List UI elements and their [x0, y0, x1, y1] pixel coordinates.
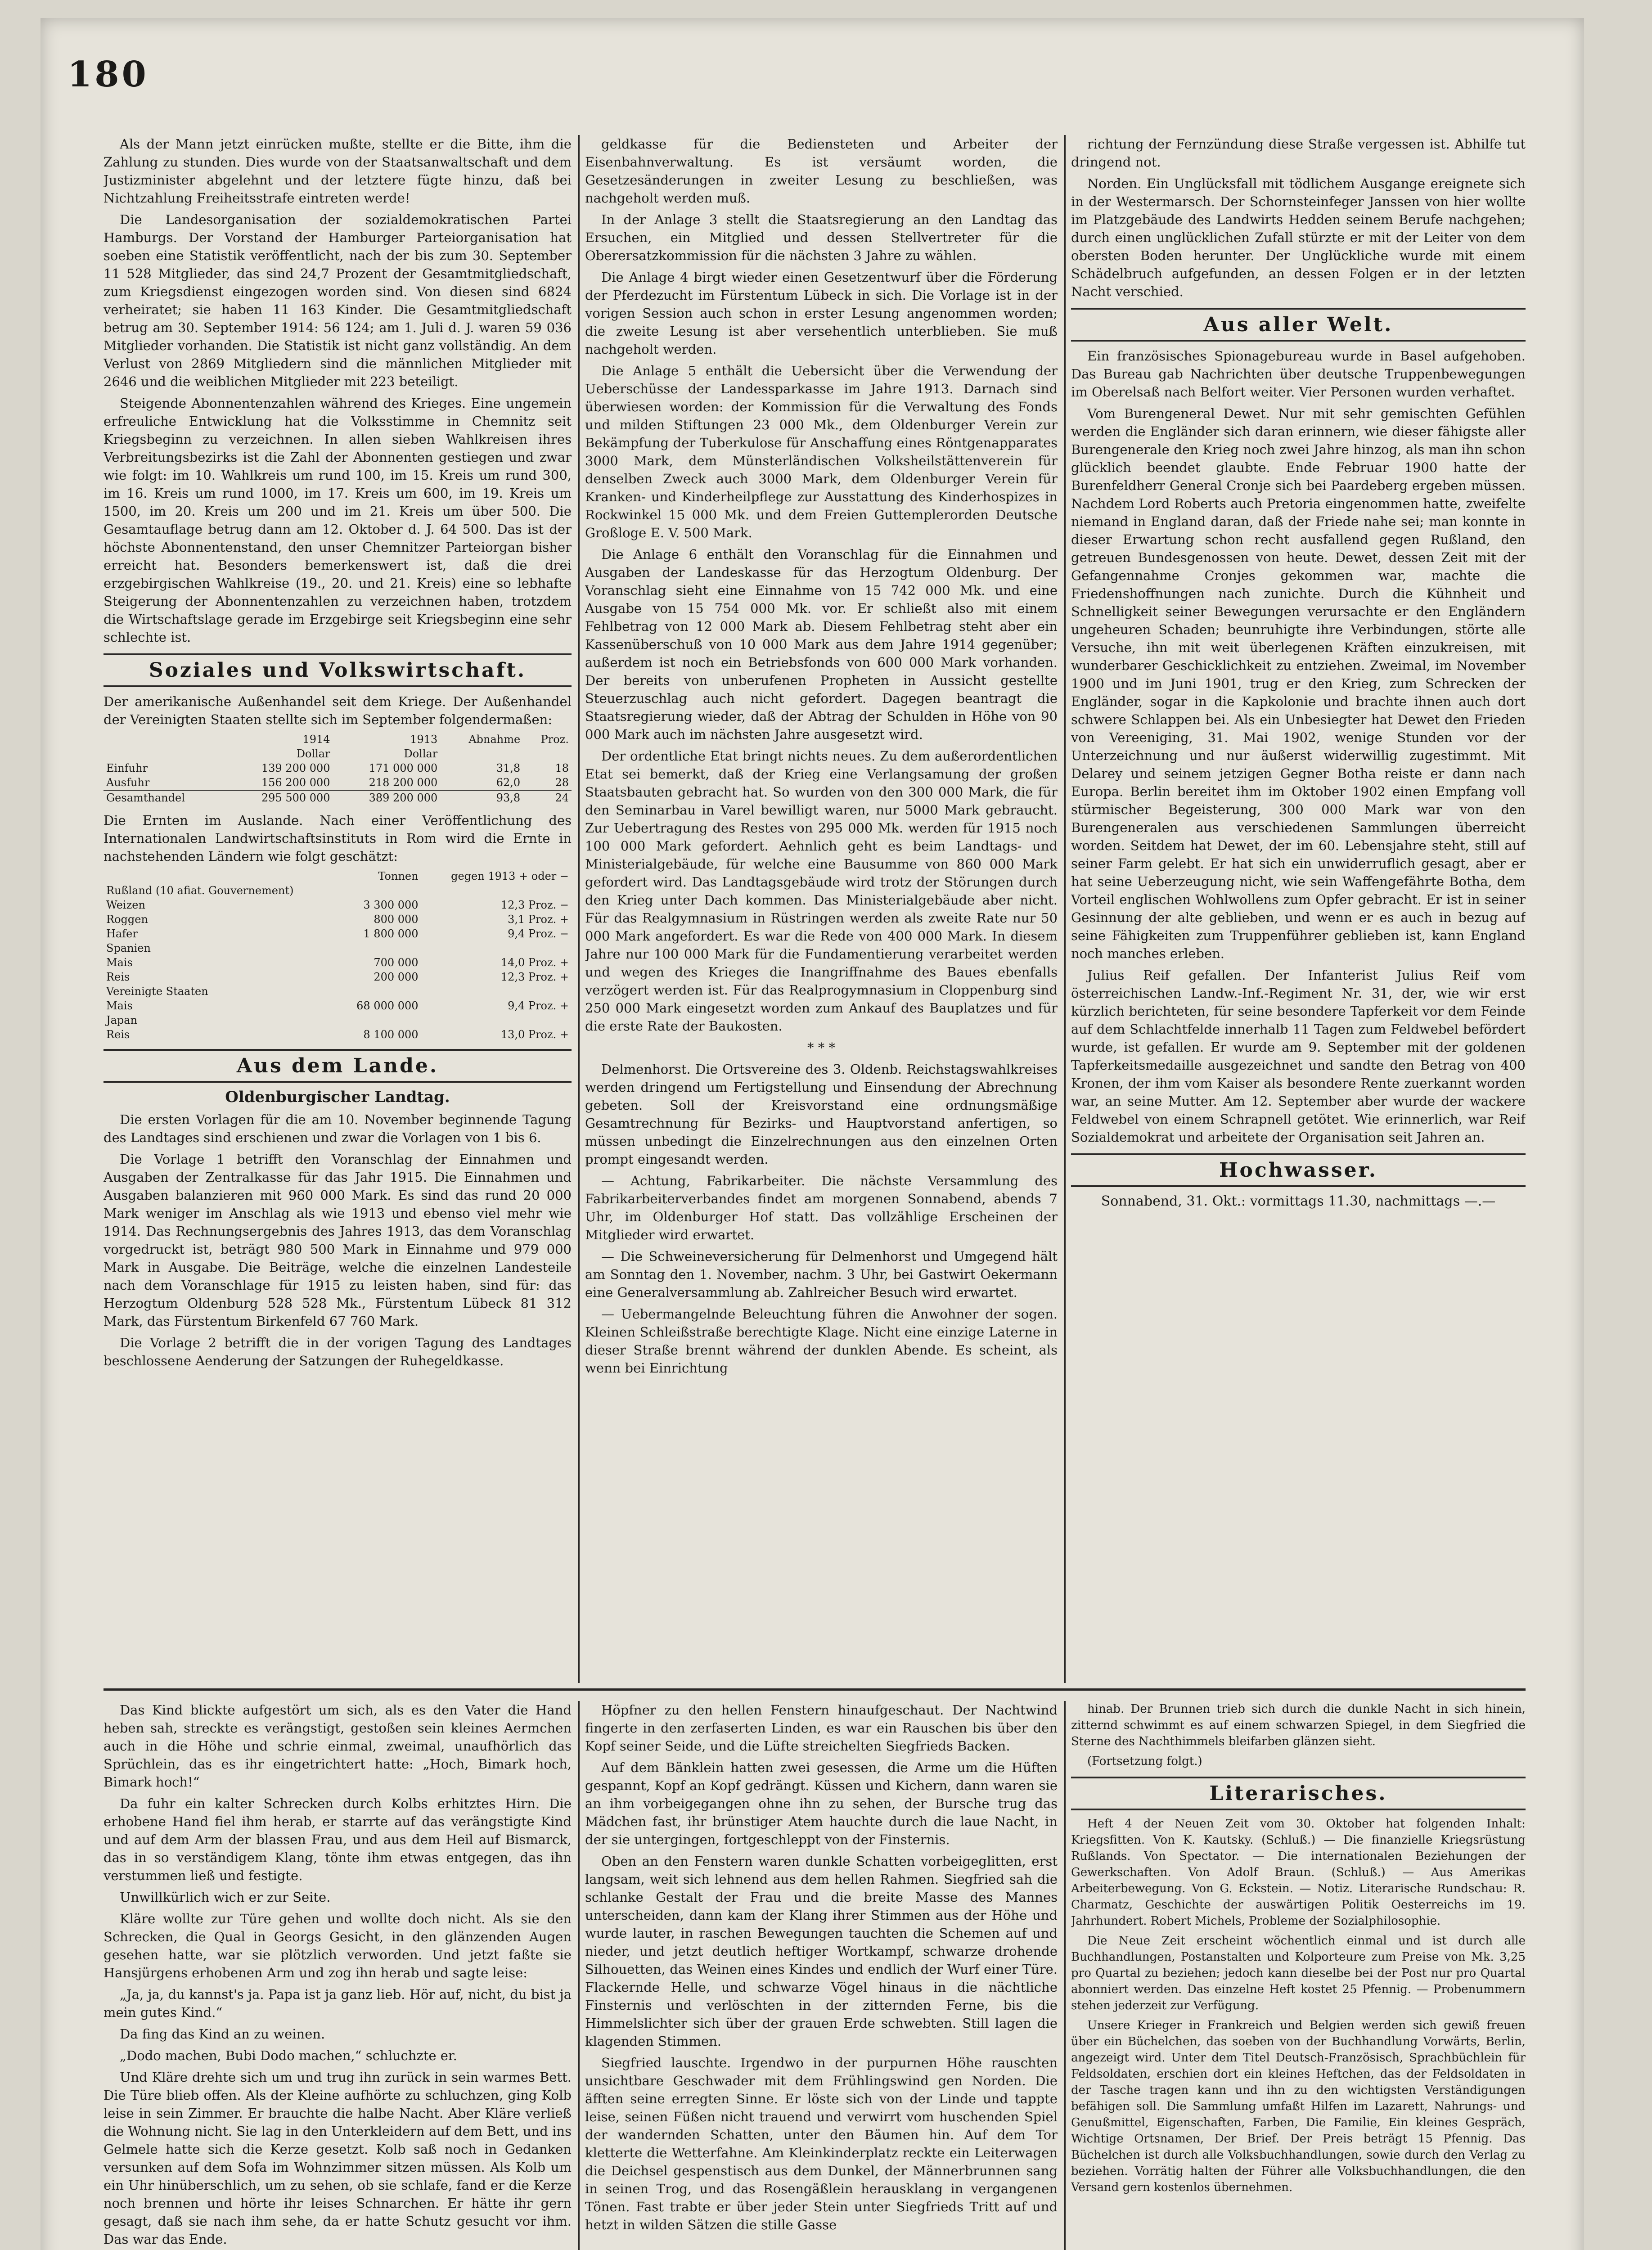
local-news — [585, 1060, 1058, 1377]
table-cell: Hafer — [106, 927, 138, 940]
table-cell: 31,8 — [496, 762, 521, 774]
column-3 — [1071, 135, 1526, 1683]
column-1 — [104, 135, 572, 1683]
table-row — [104, 1013, 572, 1027]
section-title-land: Aus dem Lande. — [104, 1049, 572, 1083]
feuilleton-rule — [104, 1688, 1526, 1691]
landtag-paragraph: Die ersten Vorlagen für die am 10. November beginnende Tagung des Landtages sind erschienen und zwar die Vorlagen von 1 bis 6. — [104, 1112, 572, 1145]
subtitle-landtag: Oldenburgischer Landtag. — [225, 1088, 450, 1106]
table-cell: Tonnen — [378, 870, 419, 882]
table-cell: Gesamthandel — [104, 790, 225, 805]
section-title-literature: Literarisches. — [1071, 1777, 1526, 1810]
literature-paragraph: Die Neue Zeit erscheint wöchentlich einmal und ist durch alle Buchhandlungen, Postanstalten und Kolporteure zum Preise von Mk. 3,25 pro Quartal zu beziehen; jedoch kann dieselbe bei der Post nur pro Quartal abonniert werden. Das einzelne Heft kostet 25 Pfennig. — Probenummern stehen jederzeit zur Verfügung. — [1071, 1934, 1526, 2012]
table-cell: Dollar — [404, 747, 438, 760]
table-cell: 171 000 000 — [369, 762, 438, 774]
local-paragraph: — Achtung, Fabrikarbeiter. Die nächste Versammlung des Fabrikarbeiterverbandes findet am morgenen Sonnabend, abends 7 Uhr, im Oldenburger Hof statt. Das vollzählige Erscheinen der Mitglieder wird erwartet. — [585, 1173, 1058, 1242]
trade-intro: Der amerikanische Außenhandel seit dem Kriege. Der Außenhandel der Vereinigten Staaten stellte sich im September folgendermaßen: — [104, 694, 572, 727]
table-cell — [440, 747, 523, 761]
table-cell — [523, 747, 572, 761]
table-row — [104, 775, 572, 790]
feuilleton — [104, 1701, 1526, 2250]
table-cell: 18 — [555, 762, 569, 774]
story-paragraphs — [585, 1701, 1058, 2234]
news-paragraph: Steigende Abonnentenzahlen während des Krieges. Eine ungemein erfreuliche Entwicklung hat die Volksstimme in Chemnitz seit Kriegsbeginn zu verzeichnen. In allen sieben Wahlkreisen ihres Verbreitungsbezirks ist die Zahl der Abonnenten gestiegen und zwar wie folgt: im 10. Wahlkreis um rund 100, im 15. Kreis um rund 300, im 16. Kreis um rund 1000, im 17. Kreis um 600, im 19. Kreis um 1500, im 20. Kreis um 200 und im 21. Kreis um über 500. Die Gesamtauflage betrug dann am 12. Oktober d. J. 64 500. Das ist der höchste Abonnentenstand, den unser Chemnitzer Parteiorgan bisher erreicht hat. Besonders bemerkenswert ist, daß die drei erzgebirgischen Wahlkreise (19., 20. und 21. Kreis) eine so lebhafte Steigerung der Abonnentenzahlen zu verzeichnen haben, trotzdem die Wirtschaftslage gerade im Erzgebirge seit Kriegsbeginn eine sehr schlechte ist. — [104, 396, 572, 645]
story-paragraph: Auf dem Bänklein hatten zwei gesessen, die Arme um die Hüften gespannt, Kopf an Kopf gedrängt. Küssen und Kichern, dann waren sie an ihm vorbeigegangen ohne ihn zu sehen, der Bursche trug das Mädchen fast, ihr brünstiger Atem hauchte durch die laue Nacht, in der sie untergingen, fortgeschleppt von der Finsternis. — [585, 1760, 1058, 1847]
table-cell: 8 100 000 — [363, 1028, 419, 1041]
news-paragraphs — [104, 135, 572, 646]
table-cell — [421, 1013, 572, 1027]
landtag-continued — [585, 135, 1058, 1035]
table-cell — [339, 1013, 421, 1027]
table-cell — [421, 941, 572, 955]
table-cell: 62,0 — [496, 776, 521, 789]
landtag-paragraph: Die Vorlage 1 betrifft den Voranschlag der Einnahmen und Ausgaben der Zentralkasse für das Jahr 1915. Die Einnahmen und Ausgaben balanzieren mit 960 000 Mark. Es sind das rund 20 000 Mark weniger im Anschlag als wie 1913 und ebenso viel mehr wie 1914. Das Rechnungsergebnis des Jahres 1913, das dem Voranschlag vorgedruckt ist, beträgt 980 500 Mark in Einnahme und 979 000 Mark in Ausgabe. Die Beiträge, welche die einzelnen Landesteile nach dem Voranschlage für 1915 zu leisten haben, sind für: das Herzogtum Oldenburg 528 528 Mk., Fürstentum Lübeck 81 312 Mark, das Fürstentum Birkenfeld 67 760 Mark. — [104, 1152, 572, 1329]
story-paragraph: Da fing das Kind an zu weinen. — [120, 2026, 325, 2042]
table-cell: gegen 1913 + oder − — [451, 870, 569, 882]
table-cell: Weizen — [106, 899, 145, 911]
table-cell: Ausfuhr — [106, 776, 150, 789]
table-cell: Mais — [106, 956, 133, 969]
literature-paragraph: Unsere Krieger in Frankreich und Belgien werden sich gewiß freuen über ein Büchelchen, das soeben von der Buchhandlung Vorwärts, Berlin, angezeigt wird. Unter dem Titel Deutsch-Französisch, Sprachbüchlein für Feldsoldaten, erschien dort ein kleines Heftchen, das der Feldsoldaten in der Tasche tragen kann und ihn zu den wichtigsten Verständigungen befähigen soll. Die Sammlung umfaßt Hilfen im Lazarett, Nahrungs- und Genußmittel, Eigenschaften, Farben, Die Familie, Ein kleines Gespräch, Wichtige Ortsnamen, Der Brief. Der Preis beträgt 15 Pfennig. Das Büchelchen ist durch alle Volksbuchhandlungen, sowie durch den Verlag zu beziehen. Vorrätig halten der Führer alle Volksbuchhandlungen, die den Versand gern kostenlos übernehmen. — [1071, 2019, 1526, 2194]
section-title-world: Aus aller Welt. — [1071, 308, 1526, 342]
table-row — [104, 898, 572, 912]
table-cell: 139 200 000 — [261, 762, 330, 774]
feuilleton-column-2 — [585, 1701, 1058, 2250]
news-paragraph: Die Landesorganisation der sozialdemokratischen Partei Hamburgs. Der Vorstand der Hamburger Parteiorganisation hat soeben eine Statistik veröffentlicht, nach der bis zum 30. September 11 528 Mitglieder, das sind 24,7 Prozent der Gesamtmitgliedschaft, zum Kriegsdienst eingezogen worden sind. Von diesen sind 6824 verheiratet; sie haben 11 163 Kinder. Die Gesamtmitgliedschaft betrug am 30. September 1914: 56 124; am 1. Juli d. J. waren 59 036 Mitglieder vorhanden. Die Statistik ist nicht ganz vollständig. An dem Verlust von 2869 Mitgliedern sind die männlichen Mitglieder mit 2646 und die weiblichen Mitglieder mit 223 beteiligt. — [104, 212, 572, 389]
table-cell: 24 — [523, 790, 572, 805]
table-row — [104, 955, 572, 970]
world-paragraph: Ein französisches Spionagebureau wurde in Basel aufgehoben. Das Bureau gab Nachrichten über deutsche Truppenbewegungen im Oberelsaß nach Belfort weiter. Vier Personen wurden verhaftet. — [1071, 348, 1526, 400]
table-row — [104, 912, 572, 927]
trade-table — [104, 732, 572, 805]
table-row — [104, 761, 572, 775]
story-paragraph: Höpfner zu den hellen Fenstern hinaufgeschaut. Der Nachtwind fingerte in den zerfaserten Linden, es war ein Rauschen bis über den Kopf seiner Seide, und die Lüfte streichelten Siegfrieds Backen. — [585, 1702, 1058, 1754]
table-cell: Japan — [106, 1014, 138, 1026]
table-cell: 156 200 000 — [261, 776, 330, 789]
table-cell: Reis — [106, 971, 130, 983]
table-cell — [339, 984, 421, 999]
table-cell — [339, 883, 421, 898]
story-paragraph: Oben an den Fenstern waren dunkle Schatten vorbeigeglitten, erst langsam, weit sich lehnend aus dem hellen Rahmen. Siegfried sah die schlanke Gestalt der Frau und die breite Masse des Mannes unterscheiden, dann kam der Klang ihrer Stimmen aus der Höhe und wurde lauter, in raschen Bewegungen tauchten die Schemen auf und nieder, und jetzt deutlich heftiger Wortkampf, schwarze drohende Silhouetten, das Weinen eines Kindes und endlich der Wurf einer Türe. Flackernde Helle, und schwarze Vögel hinaus in die nächtliche Finsternis und verlöschten in der zitternden Ferne, bis die Himmelslichter sich über der grauen Erde schwebten. Still lagen die klagenden Stimmen. — [585, 1854, 1058, 2049]
table-row — [104, 1027, 572, 1042]
page-number: 180 — [68, 54, 149, 95]
table-cell: Dollar — [296, 747, 330, 760]
table-cell — [339, 941, 421, 955]
local-paragraph: richtung der Fernzündung diese Straße vergessen ist. Abhilfe tut dringend not. — [1071, 136, 1526, 170]
landtag-paragraph: Die Anlage 4 birgt wieder einen Gesetzentwurf über die Förderung der Pferdezucht im Fürstentum Lübeck in sich. Die Vorlage ist in der vorigen Session auch schon in erster Lesung angenommen worden; die zweite Lesung ist aber versehentlich unterblieben. Sie muß nachgeholt werden. — [585, 270, 1058, 357]
table-cell: 200 000 — [374, 971, 419, 983]
story-paragraph: „Dodo machen, Bubi Dodo machen,“ schluchzte er. — [120, 2048, 457, 2063]
table-cell: 3,1 Proz. + — [508, 913, 569, 926]
table-cell: Spanien — [106, 942, 151, 954]
table-row — [104, 941, 572, 955]
harvest-intro: Die Ernten im Auslande. Nach einer Veröffentlichung des Internationalen Landwirtschaftsinstituts in Rom wird die Ernte in nachstehenden Ländern wie folgt geschätzt: — [104, 813, 572, 864]
upper-columns — [104, 135, 1526, 1683]
table-row — [104, 883, 572, 898]
table-cell: 9,4 Proz. − — [508, 927, 569, 940]
table-cell: Rußland (10 afiat. Gouvernement) — [106, 884, 294, 897]
story-paragraph: „Ja, ja, du kannst's ja. Papa ist ja ganz lieb. Hör auf, nicht, du bist ja mein gutes Kind.“ — [104, 1987, 572, 2020]
table-cell: 1 800 000 — [363, 927, 419, 940]
table-row — [104, 869, 572, 883]
table-row — [104, 790, 572, 805]
local-paragraph: — Uebermangelnde Beleuchtung führen die Anwohner der sogen. Kleinen Schleißstraße berechtigte Klage. Nicht eine einzige Laterne in dieser Straße brennt während der dunklen Abende. Es scheint, als wenn bei Einrichtung — [585, 1306, 1058, 1376]
table-cell — [421, 984, 572, 999]
story-paragraphs — [104, 1701, 572, 2248]
feuilleton-column-3 — [1071, 1701, 1526, 2250]
table-cell: 13,0 Proz. + — [500, 1028, 569, 1041]
literature-paragraph: Heft 4 der Neuen Zeit vom 30. Oktober hat folgenden Inhalt: Kriegsfitten. Von K. Kautsky. (Schluß.) — Die finanzielle Kriegsrüstung Rußlands. Von Spectator. — Die internationalen Beziehungen der Gewerkschaften. Von Adolf Braun. (Schluß.) — Aus Amerikas Arbeiterbewegung. Von G. Eckstein. — Notiz. Literarische Rundschau: R. Charmatz, Geschichte der auswärtigen Politik Oesterreichs im 19. Jahrhundert. Robert Michels, Probleme der Sozialphilosophie. — [1071, 1817, 1526, 1928]
table-cell — [104, 747, 225, 761]
table-cell: Proz. — [540, 733, 569, 746]
table-row — [104, 970, 572, 984]
table-cell — [104, 869, 339, 883]
table-cell: 389 200 000 — [333, 790, 441, 805]
table-row — [104, 999, 572, 1013]
landtag-paragraph: Die Vorlage 2 betrifft die in der vorigen Tagung des Landtages beschlossene Aenderung der Satzungen der Ruhegeldkasse. — [104, 1335, 572, 1368]
story-paragraph: Unwillkürlich wich er zur Seite. — [120, 1890, 331, 1905]
table-cell: 3 300 000 — [363, 899, 419, 911]
local-paragraph: — Die Schweineversicherung für Delmenhorst und Umgegend hält am Sonntag den 1. November, nachm. 3 Uhr, bei Gastwirt Oekermann eine Generalversammlung ab. Zahlreicher Besuch wird erwartet. — [585, 1249, 1058, 1300]
table-cell: 800 000 — [374, 913, 419, 926]
story-paragraph: hinab. Der Brunnen trieb sich durch die dunkle Nacht in sich hinein, zitternd schwimmt es auf einem schwarzen Spiegel, in dem Siegfried die Sterne des Nachthimmels bleifarben glänzen sieht. — [1071, 1702, 1526, 1748]
landtag-paragraphs — [104, 1111, 572, 1370]
table-row — [104, 747, 572, 761]
story-paragraph: Und Kläre drehte sich um und trug ihn zurück in sein warmes Bett. Die Türe blieb offen. Als der Kleine aufhörte zu schluchzen, ging Kolb leise in sein Zimmer. Er brauchte die halbe Nacht. Aber Kläre verließ die Wohnung nicht. Sie lag in den Unterkleidern auf dem Bett, und ins Gelmele hatte sich die Kerze gesetzt. Kolb saß noch in Gedanken versunken auf dem Sofa im Wohnzimmer sitzen müssen. Als Kolb um ein Uhr hinüberschlich, um zu sehen, ob sie schlafe, fand er die Kerze noch brennen und hörte ihr leises Schnarchen. Er hätte ihr gern gesagt, daß sie nach ihm sehe, da er hatte Schutz gesucht vor ihm. Das war das Ende. — [104, 2070, 572, 2247]
world-paragraph: Vom Burengeneral Dewet. Nur mit sehr gemischten Gefühlen werden die Engländer sich daran erinnern, wie dieser fähigste aller Burengenerale den Krieg noch zwei Jahre hinzog, als man ihn schon glücklich beendet glaubte. Ende Februar 1900 hatte der Burenfeldherr General Cronje sich bei Paardeberg ergeben müssen. Nachdem Lord Roberts auch Pretoria eingenommen hatte, zweifelte niemand in England daran, daß der Friede nahe sei; man konnte in dieser Erwartung schon recht ausfallend gegen Rußland, den getreuen Bundesgenossen von heute. Dewet, dessen Zeit mit der Gefangennahme Cronjes gekommen war, machte die Friedenshoffnungen nach zunichte. Durch die Kühnheit und Schnelligkeit seiner Bewegungen verursachte er den Engländern ungeheuren Schaden; beunruhigte ihre Verbindungen, störte alle Versuche, ihn mit weit überlegenen Kräften einzukreisen, mit wunderbarer Geschicklichkeit zu entziehen. Zweimal, im November 1900 und im Juni 1901, trug er den Krieg, zum Schrecken der Engländer, sogar in die Kapkolonie und brachte ihnen auch dort schwere Schlappen bei. Als ein Unbesiegter hat Dewet den Frieden von Vereeniging, 31. Mai 1902, wenige Stunden vor der Unterzeichnung und nur äußerst widerwillig zugestimmt. Mit Delarey und seinem jetzigen Gegner Botha reiste er dann nach Europa. Berlin bereitet ihm im Oktober 1902 einen Empfang voll stürmischer Begeisterung, 300 000 Mark war von den Burengeneralen aus verschiedenen Sammlungen überreicht worden. Seitdem hat Dewet, der im 60. Lebensjahre steht, still auf seiner Farm gelebt. Er hat sich ein unwiderruflich gesagt, aber er hat seine Ueberzeugung nicht, wie sein Waffengefährte Botha, dem Vorteil englischen Wohlwollens zum Opfer gebracht. Er ist in seiner Gesinnung der alte geblieben, und wenn er es auch in bezug auf seine Fähigkeiten zum Truppenführer geblieben ist, kann England noch manches erleben. — [1071, 406, 1526, 961]
table-row — [104, 927, 572, 941]
table-cell: 218 200 000 — [369, 776, 438, 789]
landtag-paragraph: Die Anlage 6 enthält den Voranschlag für die Einnahmen und Ausgaben der Landeskasse für das Herzogtum Oldenburg. Der Voranschlag sieht eine Einnahme von 15 742 000 Mk. und eine Ausgabe von 15 754 000 Mk. vor. Er schließt also mit einem Fehlbetrag von 12 000 Mark ab. Diesem Fehlbetrag steht aber ein Kassenüberschuß von 10 000 Mark aus dem Jahre 1914 gegenüber; außerdem ist noch ein Betriebsfonds von 600 000 Mark vorhanden. Der bereits von unberufenen Propheten in Aussicht gestellte Steuerzuschlag auch nicht gefordert. Dagegen beantragt die Staatsregierung wieder, daß der Abtrag der Schulden in Höhe von 90 000 Mark auch im nächsten Jahre ausgesetzt wird. — [585, 547, 1058, 742]
flood-times: Sonnabend, 31. Okt.: vormittags 11.30, nachmittags —.— — [1101, 1193, 1496, 1209]
table-cell — [421, 883, 572, 898]
table-cell: 700 000 — [374, 956, 419, 969]
landtag-paragraph: geldkasse für die Bediensteten und Arbeiter der Eisenbahnverwaltung. Es ist versäumt worden, die Gesetzesänderungen in zweiter Lesung zu beschließen, was nachgeholt werden muß. — [585, 136, 1058, 206]
section-title-social: Soziales und Volkswirtschaft. — [104, 653, 572, 687]
table-cell — [104, 732, 225, 747]
story-paragraph: Das Kind blickte aufgestört um sich, als es den Vater die Hand heben sah, streckte es verängstigt, gestoßen sein kleines Aermchen auch in die Höhe und schrie einmal, zweimal, unaufhörlich das Sprüchlein, das es ihr eingetrichtert hatte: „Hoch, Bimark hoch, Bimark hoch!“ — [104, 1702, 572, 1790]
table-cell: 9,4 Proz. + — [508, 999, 569, 1012]
table-cell: Einfuhr — [106, 762, 148, 774]
landtag-paragraph: In der Anlage 3 stellt die Staatsregierung an den Landtag das Ersuchen, ein Mitglied und dessen Stellvertreter für die Oberersatzkommission für die nächsten 3 Jahre zu wählen. — [585, 212, 1058, 263]
world-news — [1071, 347, 1526, 1146]
divider-stars: * * * — [807, 1040, 835, 1055]
table-cell: 14,0 Proz. + — [500, 956, 569, 969]
landtag-paragraph: Der ordentliche Etat bringt nichts neues. Zu dem außerordentlichen Etat sei bemerkt, daß der Krieg eine Verlangsamung der großen Staatsbauten gebracht hat. So wurden von den 300 000 Mark, die für den Seminarbau in Varel bewilligt waren, nur 5000 Mark gebraucht. Zur Uebertragung des Restes von 295 000 Mk. werden für 1915 noch 100 000 Mark gefordert. Aehnlich geht es beim Landtags- und Ministerialgebäude, für welche eine Bausumme von 860 000 Mark gefordert wird. Das Landtagsgebäude wird trotz der Störungen durch den Krieg unter Dach kommen. Das Ministerialgebäude aber nicht. Für das Realgymnasium in Rüstringen werden als zweite Rate nur 50 000 Mark angefordert. Es war die Rede von 400 000 Mark. In diesem Jahre nur 100 000 Mark für die Fundamentierung verarbeitet werden und wegen des Krieges die Inangriffnahme des Baues ebenfalls verzögert werden ist. Für das Realprogymnasium in Cloppenburg sind 250 000 Mark eingesetzt worden zum Ankauf des Bauplatzes und für die erste Rate der Baukosten. — [585, 748, 1058, 1034]
section-title-flood: Hochwasser. — [1071, 1153, 1526, 1187]
local-news-continued — [1071, 135, 1526, 301]
feuilleton-column-1 — [104, 1701, 572, 2250]
table-cell: 12,3 Proz. + — [500, 971, 569, 983]
news-paragraph: Als der Mann jetzt einrücken mußte, stellte er die Bitte, ihm die Zahlung zu stunden. Dies wurde von der Staatsanwaltschaft und dem Justizminister abgelehnt und der letztere fügte hinzu, daß bei Nichtzahlung Freiheitsstrafe eintreten werde! — [104, 136, 572, 206]
table-cell: 12,3 Proz. − — [500, 899, 569, 911]
table-cell: 93,8 — [440, 790, 523, 805]
table-row — [104, 984, 572, 999]
story-paragraph: Siegfried lauschte. Irgendwo in der purpurnen Höhe rauschten unsichtbare Geschwader mit dem Frühlingswind gen Norden. Die äfften seine erregten Sinne. Er löste sich von der Linde und tappte leise, seinen Füßen nicht trauend und verwirrt vom huschenden Spiel der wandernden Schatten, unter den Bäumen hin. Auf dem Tor kletterte die Wetterfahne. Am Kleinkinderplatz reckte ein Leiterwagen die Deichsel gespenstisch aus dem Dunkel, der Männerbrunnen sang in seinen Trog, und das Rosengäßlein herausklang in vergangenen Tönen. Fast trabte er über jeder Stein unter Siegfrieds Tritt auf und hetzt in wilden Sätzen die stille Gasse — [585, 2055, 1058, 2232]
local-paragraph: Norden. Ein Unglücksfall mit tödlichem Ausgange ereignete sich in der Westermarsch. Der Schornsteinfeger Janssen von hier wollte im Platzgebäude des Landwirts Hedden seinem Berufe nachgehen; durch einen unglücklichen Zufall stürzte er mit der Leiter von dem obersten Boden herunter. Der Unglückliche wurde mit einem Schädelbruch aufgefunden, an dessen Folgen er in der letzten Nacht verschied. — [1071, 176, 1526, 299]
table-cell: 1913 — [410, 733, 438, 746]
table-cell: 295 500 000 — [225, 790, 333, 805]
table-cell: 68 000 000 — [356, 999, 419, 1012]
story-paragraph: Da fuhr ein kalter Schrecken durch Kolbs erhitztes Hirn. Die erhobene Hand fiel ihm herab, er starrte auf das verängstigte Kind und auf dem Arm der blassen Frau, und aus dem Heil auf Bismarck, das in so verständigem Klang, tönte ihm etwas entgegen, das ihn verstummen ließ und festigte. — [104, 1796, 572, 1883]
literature-notes — [1071, 1816, 1526, 2196]
table-cell: 1914 — [302, 733, 330, 746]
story-paragraphs — [1071, 1701, 1526, 1769]
table-cell: Reis — [106, 1028, 130, 1041]
table-cell: 28 — [555, 776, 569, 789]
table-cell: Vereinigte Staaten — [106, 985, 208, 998]
table-cell: Abnahme — [468, 733, 521, 746]
column-2 — [585, 135, 1058, 1683]
table-row — [104, 732, 572, 747]
local-paragraph: Delmenhorst. Die Ortsvereine des 3. Oldenb. Reichstagswahlkreises werden dringend um Fertigstellung und Einsendung der Abrechnung gebeten. Soll der Kreisvorstand eine ordnungsmäßige Gesamtrechnung für Bezirks- und Hauptvorstand anfertigen, so müssen unbedingt die Einzelrechnungen aus den einzelnen Orten prompt eingesandt werden. — [585, 1062, 1058, 1167]
story-paragraph: (Fortsetzung folgt.) — [1087, 1755, 1202, 1768]
story-paragraph: Kläre wollte zur Türe gehen und wollte doch nicht. Als sie den Schrecken, die Qual in Georgs Gesicht, in den glänzenden Augen gesehen hatte, war sie plötzlich verworden. Und jetzt faßte sie Hansjürgens erhobenen Arm und zog ihn herab und sagte leise: — [104, 1911, 572, 1980]
world-paragraph: Julius Reif gefallen. Der Infanterist Julius Reif vom österreichischen Landw.-Inf.-Regiment Nr. 31, der, wie wir erst kürzlich berichteten, für seine besondere Tapferkeit vor dem Feinde auf dem Schlachtfelde innerhalb 11 Tagen zum Feldwebel befördert wurde, ist gefallen. Er wurde am 9. September mit der goldenen Tapferkeitsmedaille ausgezeichnet und sandte den Betrag von 400 Kronen, der ihm vom Kaiser als besondere Rente zuerkannt worden war, an seine Mutter. Am 12. September aber wurde der wackere Feldwebel von einem Schrapnell getötet. Wie erinnerlich, war Reif Sozialdemokrat und arbeitete der Organisation seit Jahren an. — [1071, 968, 1526, 1145]
harvest-table — [104, 869, 572, 1042]
table-cell: Roggen — [106, 913, 148, 926]
landtag-paragraph: Die Anlage 5 enthält die Uebersicht über die Verwendung der Ueberschüsse der Landessparkasse im Jahre 1913. Darnach sind überwiesen worden: der Kommission für die Verwaltung des Fonds und milden Stiftungen 23 000 Mk., dem Oldenburger Verein zur Bekämpfung der Tuberkulose für Anschaffung eines Röntgenapparates 3000 Mark, dem Münsterländischen Volksheilstättenverein für denselben Zweck auch 3000 Mark, dem Oldenburger Verein für Kranken- und Kinderheilpflege zur Ausstattung des Kinderhospizes in Rockwinkel 15 000 Mk. und dem Freien Guttemplerorden Deutsche Großloge E. V. 500 Mark. — [585, 363, 1058, 540]
table-cell: Mais — [106, 999, 133, 1012]
